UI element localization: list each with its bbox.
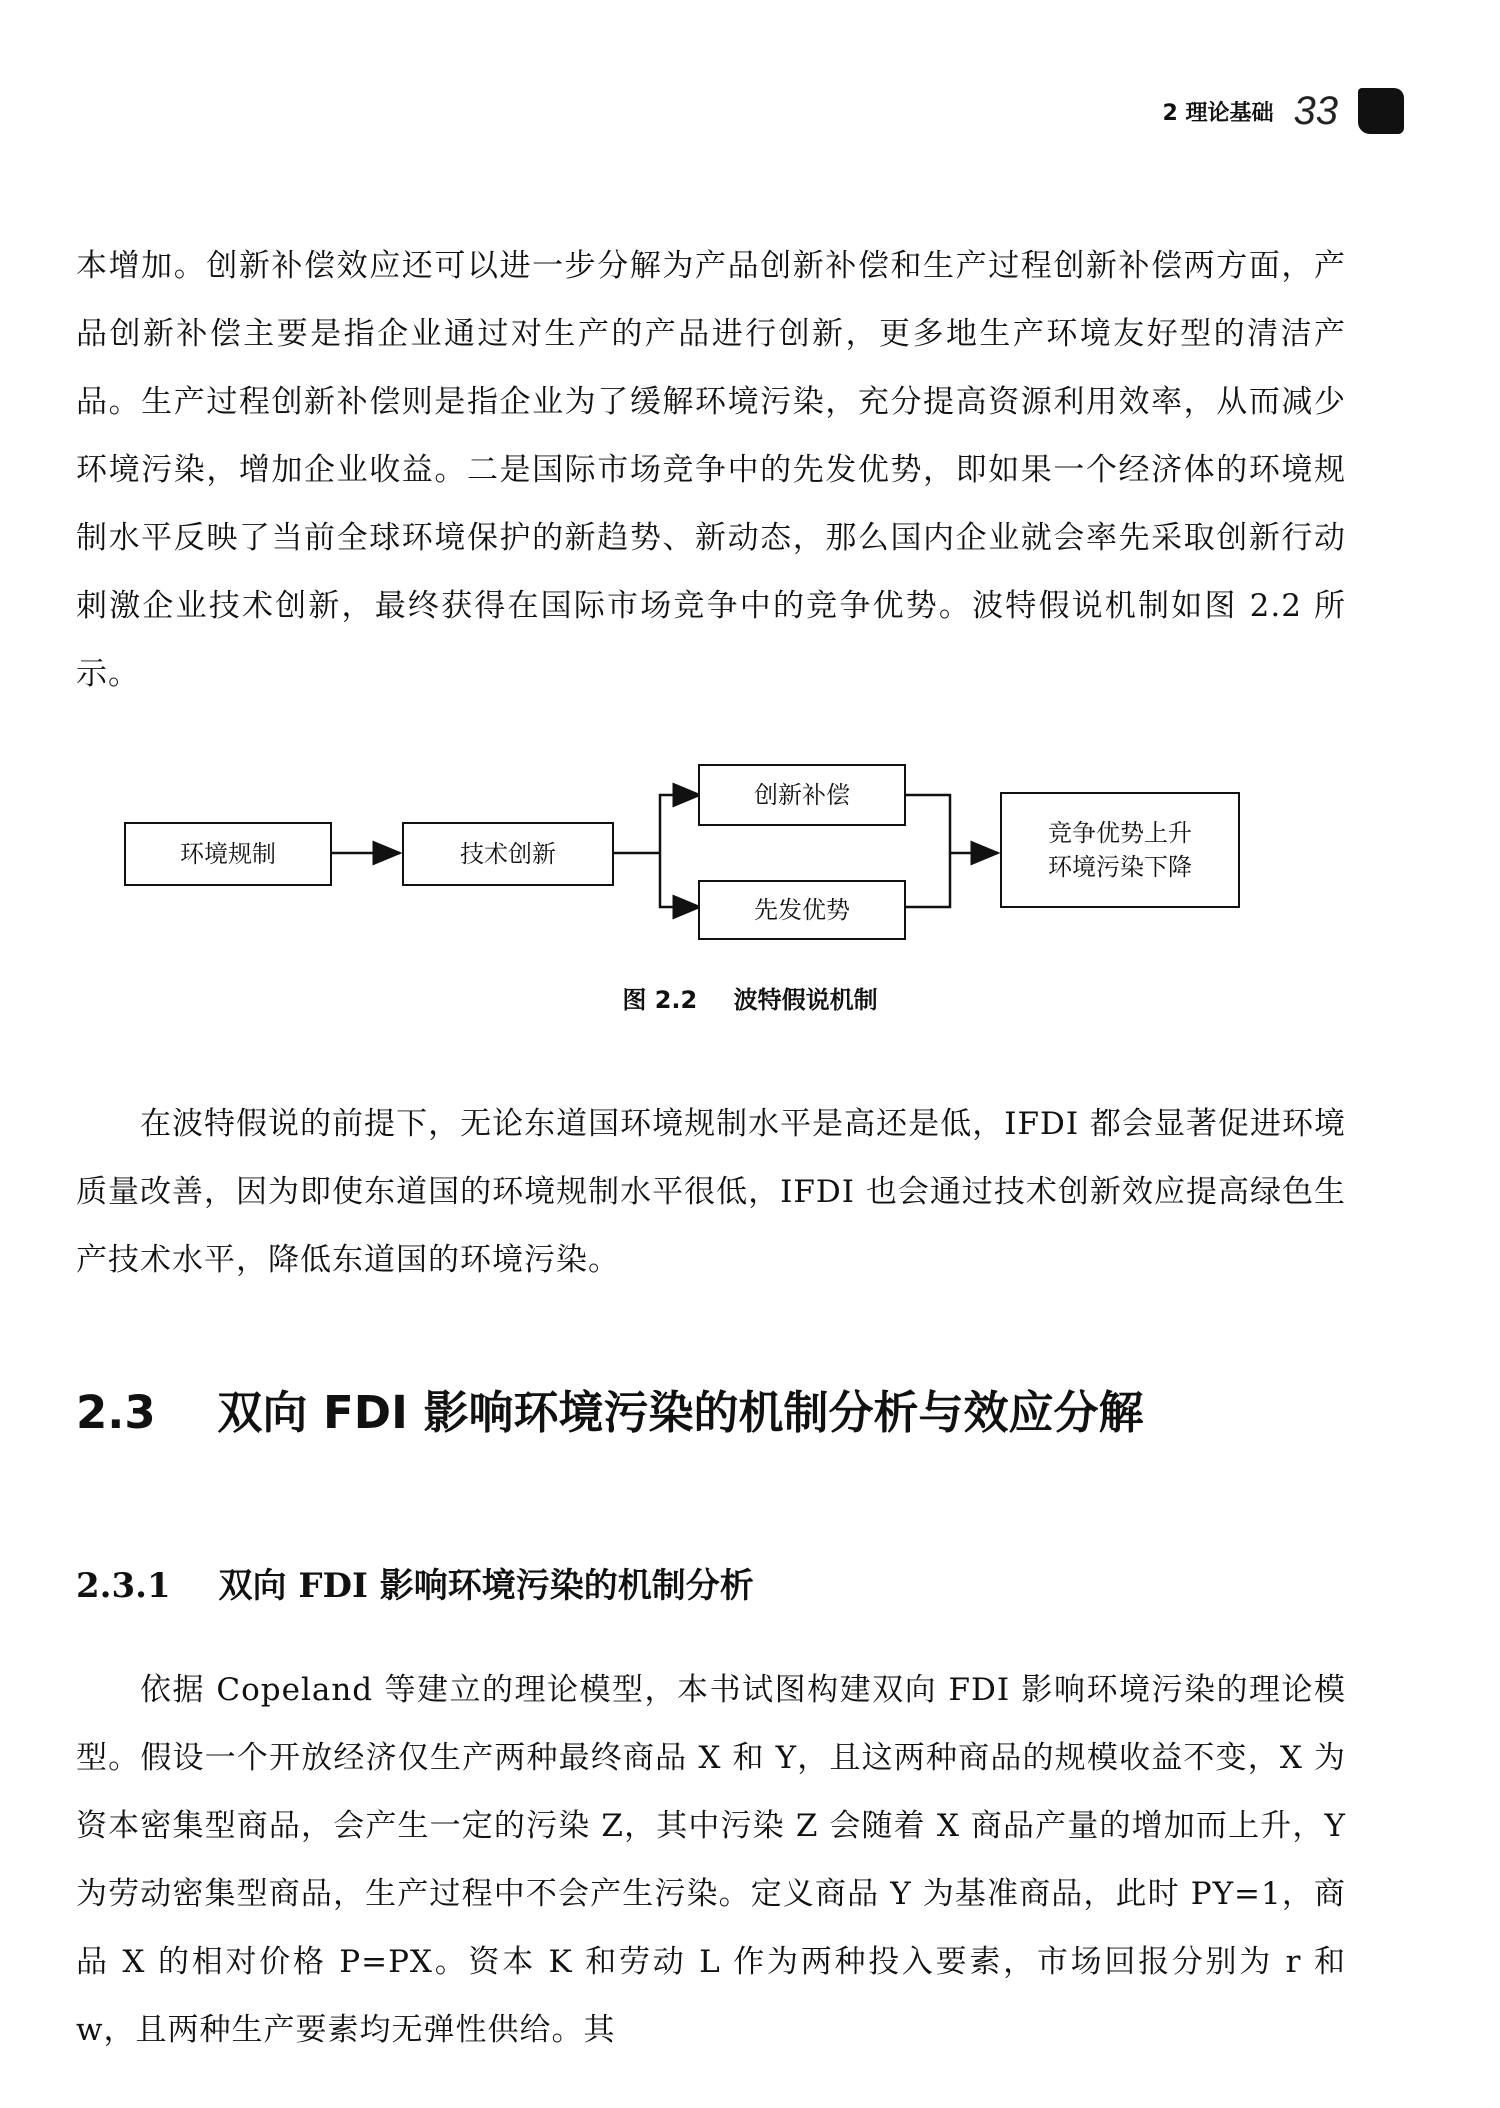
figure-caption — [0, 980, 1500, 1015]
box-technological-innovation — [402, 822, 614, 886]
porter-hypothesis-diagram — [0, 750, 1500, 960]
box-innovation-compensation — [698, 764, 906, 826]
paragraph-3: 依据 Copeland 等建立的理论模型，本书试图构建双向 FDI 影响环境污染的理论模型。假设一个开放经济仅生产两种最终商品 X 和 Y，且这两种商品的规模收益不变，X 为资本密集型商品，会产生一定的污染 Z，其中污染 Z 会随着 X 商品产量的增加而上升，Y 为劳动密集型商品，生产过程中不会产生污染。定义商品 Y 为基准商品，此时 PY=1，商品 X 的相对价格 P=PX。资本 K 和劳动 L 作为两种投入要素，市场回报分别为 r 和 w，且两种生产要素均无弹性供给。其 — [76, 1672, 1346, 2048]
section-title: 双向 FDI 影响环境污染的机制分析与效应分解 — [217, 1386, 1144, 1439]
box-environmental-regulation — [124, 822, 332, 886]
box-first-mover-advantage — [698, 880, 906, 940]
page-number: 33 — [1293, 88, 1338, 133]
thumb-index-mark — [1358, 88, 1404, 134]
paragraph-2: 在波特假说的前提下，无论东道国环境规制水平是高还是低，IFDI 都会显著促进环境质量改善，因为即使东道国的环境规制水平很低，IFDI 也会通过技术创新效应提高绿色生产技术水平，降低东道国的环境污染。 — [76, 1106, 1346, 1278]
subsection-number: 2.3.1 — [76, 1566, 171, 1606]
section-number: 2.3 — [76, 1386, 156, 1439]
arrow-to-first — [660, 853, 700, 907]
box-result-line1: 竞争优势上升 — [1048, 819, 1192, 847]
page-header — [1163, 88, 1404, 134]
figure-number: 图 2.2 — [622, 986, 698, 1014]
subsection-heading — [76, 1558, 754, 1607]
box-result — [1000, 792, 1240, 908]
box-first-label: 先发优势 — [754, 896, 850, 924]
connector-merge — [904, 795, 950, 907]
figure-title: 波特假说机制 — [733, 986, 878, 1014]
paragraph-1: 本增加。创新补偿效应还可以进一步分解为产品创新补偿和生产过程创新补偿两方面，产品创新补偿主要是指企业通过对生产的产品进行创新，更多地生产环境友好型的清洁产品。生产过程创新补偿则是指企业为了缓解环境污染，充分提高资源利用效率，从而减少环境污染，增加企业收益。二是国际市场竞争中的先发优势，即如果一个经济体的环境规制水平反映了当前全球环境保护的新趋势、新动态，那么国内企业就会率先采取创新行动刺激企业技术创新，最终获得在国际市场竞争中的竞争优势。波特假说机制如图 2.2 所示。 — [76, 248, 1346, 692]
box-env-label: 环境规制 — [180, 840, 276, 868]
section-heading — [76, 1376, 1144, 1441]
box-comp-label: 创新补偿 — [754, 781, 850, 809]
box-result-line2: 环境污染下降 — [1048, 853, 1192, 881]
box-tech-label: 技术创新 — [460, 840, 556, 868]
running-head-chapter: 2 理论基础 — [1162, 100, 1274, 126]
subsection-title: 双向 FDI 影响环境污染的机制分析 — [218, 1566, 754, 1606]
arrow-to-comp — [660, 795, 700, 853]
